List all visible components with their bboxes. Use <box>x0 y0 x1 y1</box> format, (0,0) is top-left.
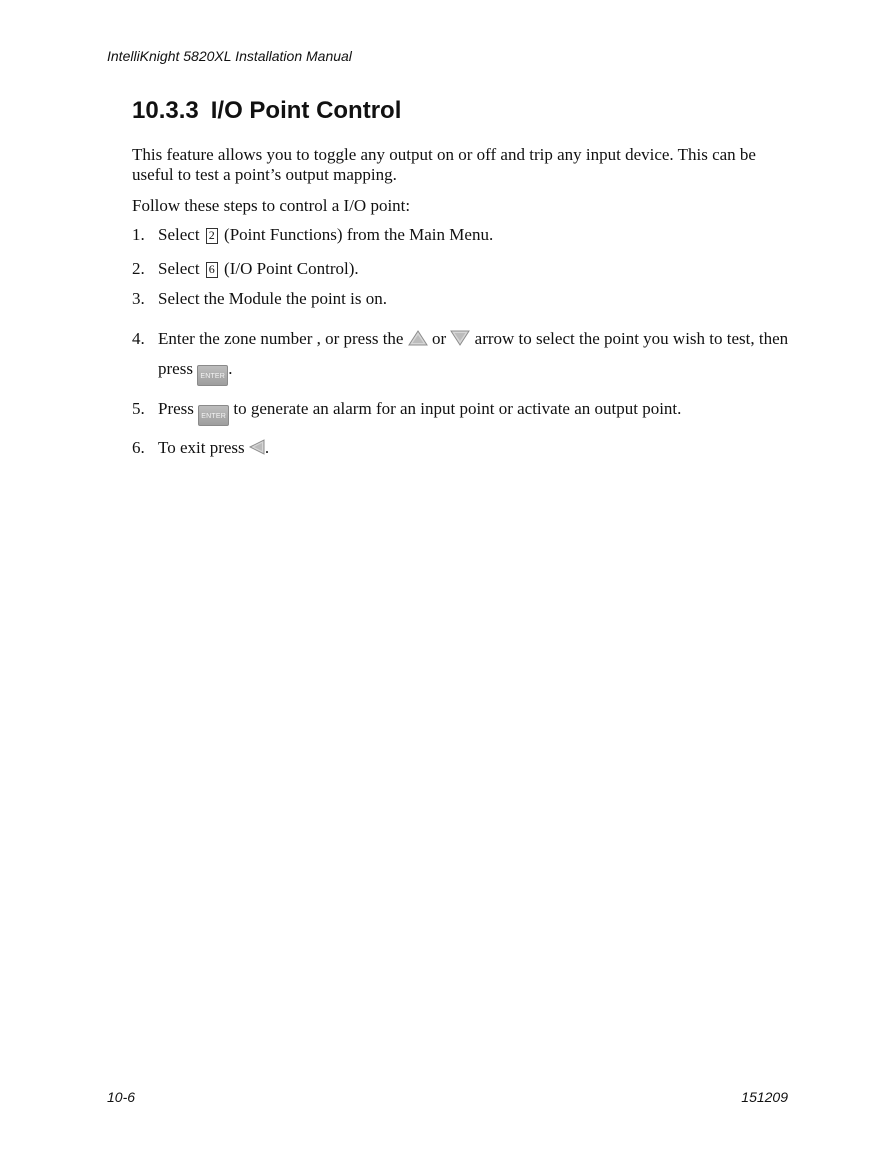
step-text: Select <box>158 259 200 278</box>
left-arrow-icon <box>249 439 265 460</box>
section-title: I/O Point Control <box>210 97 402 124</box>
enter-key-icon: ENTER <box>197 365 228 386</box>
document-code: 151209 <box>741 1089 788 1105</box>
step-number: 1. <box>132 225 145 244</box>
step-text: Press <box>158 399 194 418</box>
enter-key-icon: ENTER <box>198 405 229 426</box>
step-text: arrow to select the point you wish to test, then press <box>158 329 789 378</box>
intro-paragraph: This feature allows you to toggle any output on or off and trip any input device. This can be useful to test a point’s output mapping. <box>132 145 756 184</box>
step-number: 2. <box>132 259 145 278</box>
step-text: (I/O Point Control). <box>224 259 359 278</box>
key-2-icon: 2 <box>206 228 218 244</box>
step-text: Select the Module the point is on. <box>158 289 387 308</box>
step-item <box>132 259 792 279</box>
up-arrow-icon <box>408 327 428 355</box>
step-item <box>132 225 792 245</box>
step-text: . <box>228 359 233 378</box>
step-number: 3. <box>132 289 145 308</box>
step-text: to generate an alarm for an input point or activate an output point. <box>233 399 682 418</box>
step-item <box>132 325 792 386</box>
step-text: or <box>431 329 447 348</box>
body-content <box>132 145 792 460</box>
steps-list <box>132 225 792 460</box>
step-number: 4. <box>132 329 145 348</box>
step-text: (Point Functions) from the Main Menu. <box>224 225 494 244</box>
step-number: 6. <box>132 438 145 457</box>
step-number: 5. <box>132 399 145 418</box>
page-number: 10-6 <box>107 1089 136 1105</box>
step-item <box>132 399 792 426</box>
section-number: 10.3.3 <box>132 97 199 124</box>
step-item <box>132 289 792 309</box>
step-text: Enter the zone number , or press the <box>158 329 404 348</box>
step-item <box>132 438 792 460</box>
section-heading <box>132 97 401 125</box>
step-text: To exit press <box>158 438 245 457</box>
down-arrow-icon <box>450 327 470 355</box>
step-text: . <box>264 438 270 457</box>
lead-paragraph: Follow these steps to control a I/O point: <box>132 196 411 215</box>
running-header: IntelliKnight 5820XL Installation Manual <box>107 48 352 64</box>
step-text: Select <box>158 225 200 244</box>
key-6-icon: 6 <box>206 262 218 278</box>
